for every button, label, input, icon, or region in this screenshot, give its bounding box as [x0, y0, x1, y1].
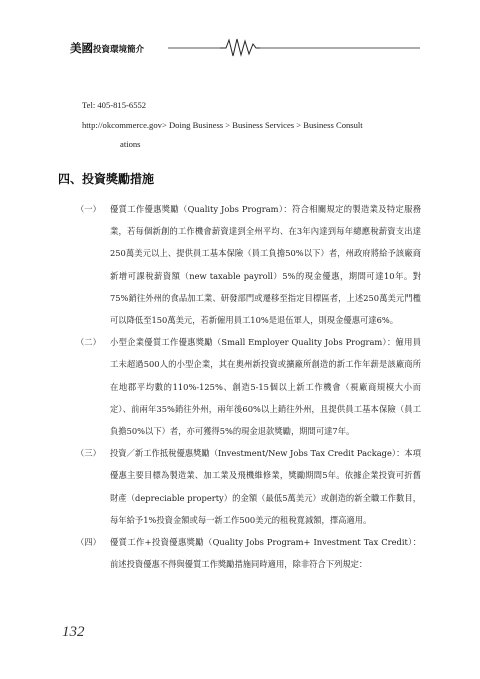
list-item-text: 優質工作優惠獎勵（Quality Jobs Program）：符合相關規定的製造業及特定服務業，若每個新創的工作機會薪資達到全州平均、在3年內達到每年總應稅薪資支出達250萬美元以上、提供員工基本保險（員工負擔50%以下）者，州政府將給予該廠商新增可課稅薪資額（new taxable payroll）5%的現金優惠，期間可達10年。對75%銷往外州的食品加工業、研發部門或遷移至指定目標區者，上述250萬美元門檻可以降低至150萬美元，若新僱用員工10%是退伍軍人，則現金優惠可達6%。: [110, 204, 421, 326]
incentive-list: [76, 198, 421, 575]
header-title: [70, 40, 144, 56]
page-number: 132: [62, 624, 85, 640]
contact-block: [82, 96, 432, 155]
list-item-number: （二）: [76, 337, 101, 348]
list-item: [76, 531, 421, 575]
header-title-main: 美國: [70, 41, 93, 55]
list-item: [76, 198, 421, 331]
contact-tel: Tel: 405-815-6552: [82, 100, 147, 110]
list-item-number: （四）: [76, 537, 101, 548]
list-item: [76, 442, 421, 531]
list-item-text: 投資／新工作抵稅優惠獎勵（Investment/New Jobs Tax Credit Package）：本項優惠主要目標為製造業、加工業及飛機維修業，獎勵期間5年。依據企業投資可折舊財產（depreciable property）的金額（最低5萬美元）或創造的新全職工作數目，每年給予1%投資金額或每一新工作500美元的租稅寬減額，擇高適用。: [110, 448, 421, 525]
running-header: [70, 36, 420, 58]
list-item-text: 小型企業優質工作優惠獎勵（Small Employer Quality Jobs Program）：僱用員工未超過500人的小型企業，其在奧州新投資或擴廠所創造的新工作年薪是該廠商所在地郡平均數的110%-125%、創造5-15個以上新工作機會（視廠商規模大小而定）、前兩年35%銷往外州，兩年後60%以上銷往外州，且提供員工基本保險（員工負擔50%以下）者，亦可獲得5%的現金退款獎勵，期間可達7年。: [110, 337, 421, 437]
contact-url-continued: ations: [120, 139, 141, 149]
list-item-number: （一）: [76, 204, 101, 214]
list-item: [76, 331, 421, 442]
header-title-sub: 投資環境簡介: [93, 45, 145, 55]
section-heading: 四、投資獎勵措施: [58, 172, 155, 186]
contact-url: http://okcommerce.gov> Doing Business > Business Services > Business Consult: [82, 119, 363, 130]
list-item-text: 優質工作+投資優惠獎勵（Quality Jobs Program+ Investment Tax Credit）：前述投資優惠不得與優質工作獎勵措施同時適用，除非符合下列規定：: [110, 537, 421, 570]
list-item-number: （三）: [76, 448, 101, 459]
